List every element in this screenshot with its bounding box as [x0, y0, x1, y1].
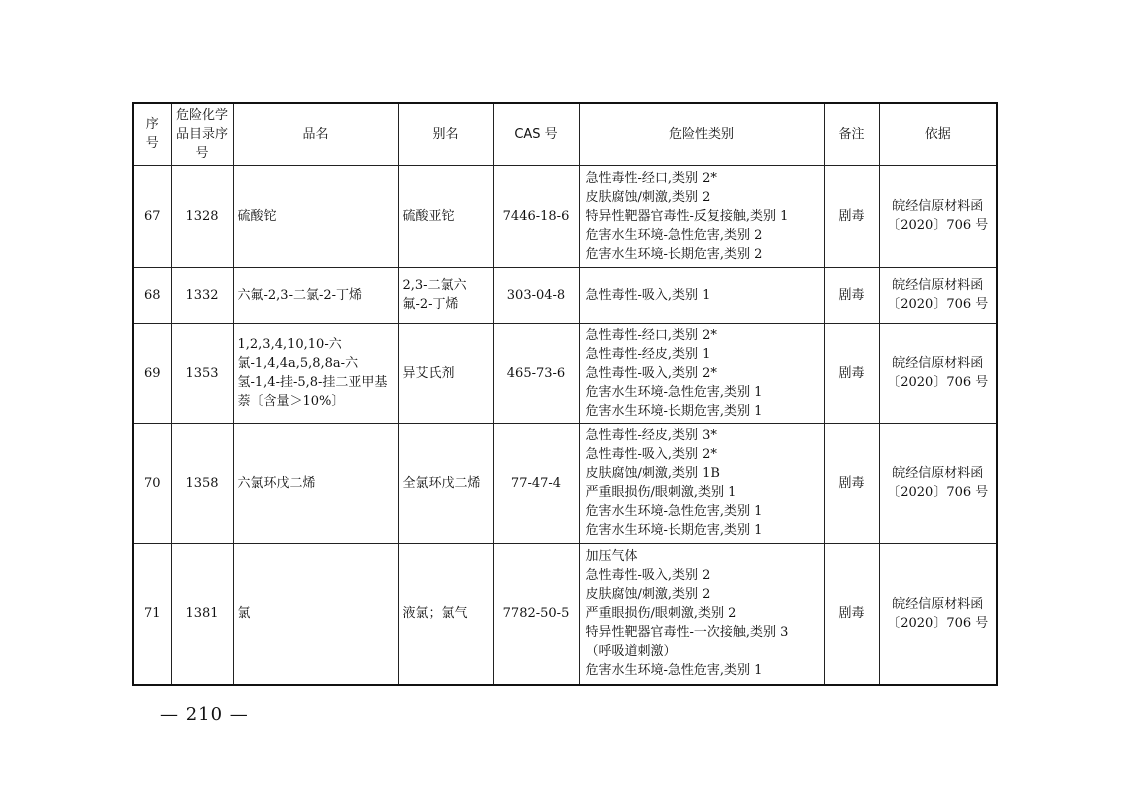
header-catalog-no: 危险化学品目录序号: [171, 103, 233, 165]
hazard-line: 危害水生环境-急性危害,类别 1: [585, 663, 763, 679]
hazard-line: 皮肤腐蚀/刺激,类别 2: [585, 587, 711, 603]
header-seq: 序号: [133, 103, 171, 165]
hazard-line: 危害水生环境-长期危害,类别 1: [585, 403, 763, 419]
row-name: 六氯环戊二烯: [233, 423, 398, 543]
hazard-line: 急性毒性-吸入,类别 2: [585, 568, 711, 584]
row-alias: 全氯环戊二烯: [398, 423, 493, 543]
hazard-line: 急性毒性-经口,类别 2*: [585, 327, 717, 343]
table-row: [133, 267, 997, 323]
table-row: [133, 165, 997, 267]
hazard-line: 急性毒性-吸入,类别 1: [585, 287, 711, 303]
table-row: [133, 423, 997, 543]
row-alias: 液氯；氯气: [398, 543, 493, 685]
table-row: [133, 323, 997, 423]
page-number: — 210 —: [160, 704, 249, 725]
row-name: 六氟-2,3-二氯-2-丁烯: [233, 267, 398, 323]
row-cas: 77-47-4: [493, 423, 579, 543]
hazard-line: 急性毒性-经皮,类别 3*: [585, 428, 717, 443]
row-seq: 70: [133, 423, 171, 543]
row-cas: 465-73-6: [493, 323, 579, 423]
header-basis: 依据: [879, 103, 997, 165]
hazard-line: 危害水生环境-急性危害,类别 1: [585, 384, 763, 400]
hazardous-chemicals-table: [132, 102, 998, 686]
row-cas: 7446-18-6: [493, 165, 579, 267]
hazard-line: 急性毒性-经皮,类别 1: [585, 346, 711, 362]
row-seq: 69: [133, 323, 171, 423]
hazard-line: 危害水生环境-长期危害,类别 1: [585, 523, 763, 538]
row-basis: 皖经信原材料函〔2020〕706 号: [879, 323, 997, 423]
row-alias: 2,3-二氯六氟-2-丁烯: [398, 267, 493, 323]
row-name: 氯: [233, 543, 398, 685]
table-header-row: [133, 103, 997, 165]
row-name: 1,2,3,4,10,10-六氯-1,4,4a,5,8,8a-六氢-1,4-挂-5,8-挂二亚甲基萘〔含量＞10%〕: [233, 323, 398, 423]
hazard-line: 危害水生环境-长期危害,类别 2: [585, 246, 763, 262]
header-note: 备注: [824, 103, 879, 165]
hazard-line: 皮肤腐蚀/刺激,类别 1B: [585, 466, 720, 481]
row-name: 硫酸铊: [233, 165, 398, 267]
hazard-line: 危害水生环境-急性危害,类别 1: [585, 504, 763, 519]
row-alias: 硫酸亚铊: [398, 165, 493, 267]
row-hazard: [579, 543, 824, 685]
hazard-line: 严重眼损伤/眼刺激,类别 1: [585, 485, 737, 500]
row-note: 剧毒: [824, 267, 879, 323]
row-cas: 7782-50-5: [493, 543, 579, 685]
row-note: 剧毒: [824, 423, 879, 543]
row-catalog-no: 1332: [171, 267, 233, 323]
row-basis: 皖经信原材料函〔2020〕706 号: [879, 423, 997, 543]
row-basis: 皖经信原材料函〔2020〕706 号: [879, 543, 997, 685]
row-cas: 303-04-8: [493, 267, 579, 323]
header-name: 品名: [233, 103, 398, 165]
hazard-line: 急性毒性-经口,类别 2*: [585, 170, 717, 186]
row-hazard: [579, 267, 824, 323]
row-catalog-no: 1328: [171, 165, 233, 267]
row-catalog-no: 1353: [171, 323, 233, 423]
row-hazard: [579, 423, 824, 543]
hazard-line: （呼吸道刺激）: [585, 644, 677, 660]
row-note: 剧毒: [824, 323, 879, 423]
hazard-line: 皮肤腐蚀/刺激,类别 2: [585, 189, 711, 205]
row-hazard: [579, 165, 824, 267]
row-seq: 71: [133, 543, 171, 685]
hazard-line: 严重眼损伤/眼刺激,类别 2: [585, 606, 737, 622]
hazard-line: 危害水生环境-急性危害,类别 2: [585, 227, 763, 243]
table-row: [133, 543, 997, 685]
row-seq: 67: [133, 165, 171, 267]
header-cas: CAS 号: [493, 103, 579, 165]
row-hazard: [579, 323, 824, 423]
row-seq: 68: [133, 267, 171, 323]
row-catalog-no: 1358: [171, 423, 233, 543]
hazard-line: 急性毒性-吸入,类别 2*: [585, 447, 717, 462]
hazard-line: 加压气体: [585, 549, 638, 565]
row-note: 剧毒: [824, 543, 879, 685]
row-basis: 皖经信原材料函〔2020〕706 号: [879, 267, 997, 323]
row-alias: 异艾氏剂: [398, 323, 493, 423]
hazard-line: 特异性靶器官毒性-一次接触,类别 3: [585, 625, 789, 641]
header-alias: 别名: [398, 103, 493, 165]
header-hazard: 危险性类别: [579, 103, 824, 165]
row-note: 剧毒: [824, 165, 879, 267]
hazard-line: 特异性靶器官毒性-反复接触,类别 1: [585, 208, 789, 224]
row-catalog-no: 1381: [171, 543, 233, 685]
row-basis: 皖经信原材料函〔2020〕706 号: [879, 165, 997, 267]
hazard-line: 急性毒性-吸入,类别 2*: [585, 365, 717, 381]
table-body: [133, 165, 997, 685]
